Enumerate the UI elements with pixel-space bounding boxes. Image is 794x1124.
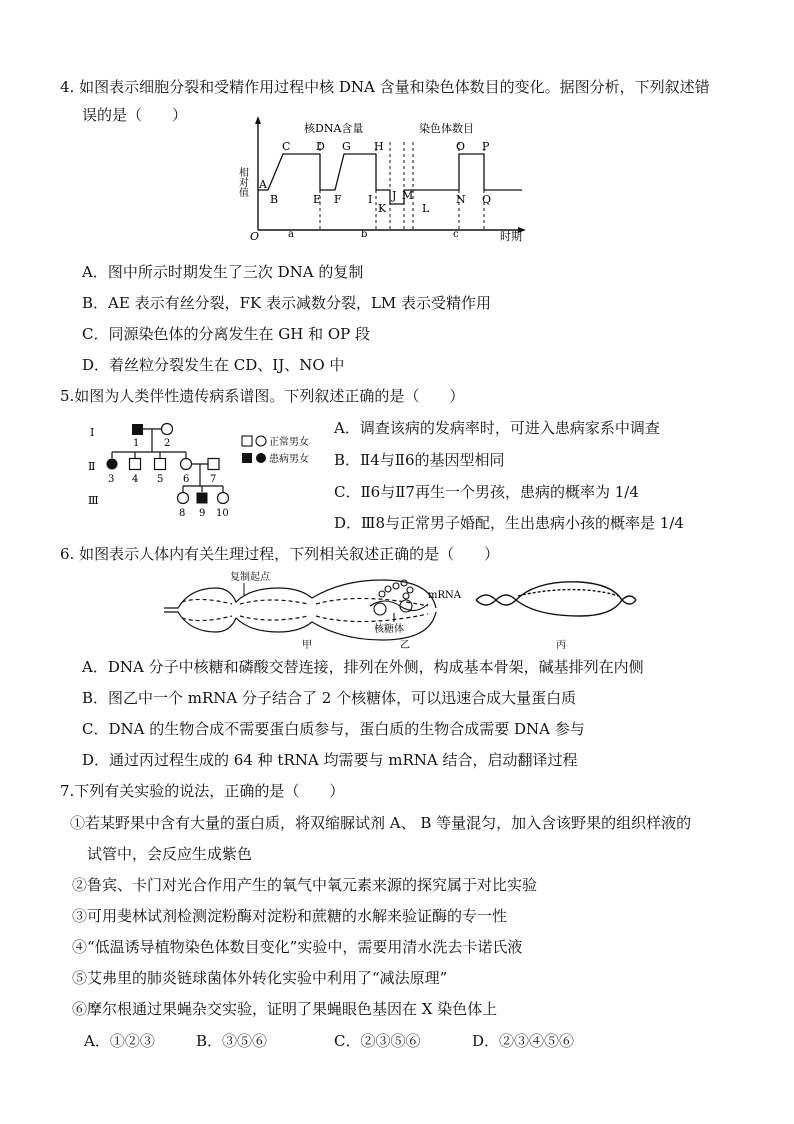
q4-point-h: H [374,140,384,153]
gen-label-1: I [90,426,95,439]
q4-seg-b: b [361,229,368,240]
q4-point-n: N [456,193,466,206]
q4-option-a: A．图中所示时期发生了三次 DNA 的复制 [82,263,364,281]
q4-ylabel: 相对值 [236,167,248,197]
q7-item-3: ③可用斐林试剂检测淀粉酶对淀粉和蔗糖的水解来验证酶的专一性 [72,907,508,925]
q4-seg-a: a [288,229,294,240]
q7-choice-d: D．②③④⑤⑥ [472,1032,575,1050]
q7-item-5: ⑤艾弗里的肺炎链球菌体外转化实验中利用了“减法原理” [72,969,448,987]
q4-point-p: P [482,140,490,153]
q4-point-d: D [316,140,325,153]
q6-option-c: C．DNA 的生物合成不需要蛋白质参与，蛋白质的生物合成需要 DNA 参与 [82,720,585,738]
svg-text:7: 7 [210,474,217,485]
q7-choice-c: C．②③⑤⑥ [334,1032,421,1050]
q5-option-c: C．Ⅱ6与Ⅱ7再生一个男孩，患病的概率为 1/4 [334,483,639,501]
svg-text:9: 9 [199,508,206,519]
gen-label-2: Ⅱ [88,460,96,473]
q6-stem: 6. 如图表示人体内有关生理过程，下列相关叙述正确的是（ ） [60,545,500,563]
q6-panel-bing: 丙 [556,640,566,650]
q4-option-b: B．AE 表示有丝分裂，FK 表示减数分裂，LM 表示受精作用 [82,294,492,312]
q4-point-b: B [270,193,279,206]
legend-affected: 患病男女 [269,454,309,465]
svg-text:6: 6 [183,474,190,485]
q7-item-1-cont: 试管中，会反应生成紫色 [87,845,253,863]
q5-option-d: D．Ⅲ8与正常男子婚配，生出患病小孩的概率是 1/4 [334,514,684,532]
q6-option-d: D．通过丙过程生成的 64 种 tRNA 均需要与 mRNA 结合，启动翻译过程 [82,751,578,769]
q4-origin: O [250,230,260,243]
q6-mrna-label: mRNA [428,590,461,601]
q4-stem-line1: 4. 如图表示细胞分裂和受精作用过程中核 DNA 含量和染色体数目的变化。据图分析，下列叙述错 [60,78,710,96]
gen-label-3: Ⅲ [88,494,99,507]
q6-option-b: B．图乙中一个 mRNA 分子结合了 2 个核糖体，可以迅速合成大量蛋白质 [82,689,577,707]
q4-point-i: I [368,193,373,206]
q4-option-c: C．同源染色体的分离发生在 GH 和 OP 段 [82,325,371,343]
q7-choice-a: A．①②③ [84,1032,155,1050]
q5-option-b: B．Ⅱ4与Ⅱ6的基因型相同 [334,451,505,469]
svg-text:5: 5 [157,474,164,485]
q6-option-a: A．DNA 分子中核糖和磷酸交替连接，排列在外侧，构成基本骨架，碱基排列在内侧 [82,658,644,676]
q7-choice-b: B．③⑤⑥ [196,1032,268,1050]
q5-pedigree-chart [80,416,330,526]
svg-text:2: 2 [164,438,171,449]
q4-point-e: E [313,193,322,206]
q4-point-f: F [334,193,342,206]
q4-point-q: Q [482,193,492,206]
svg-text:8: 8 [179,508,186,519]
q4-title-dna: 核DNA含量 [304,122,364,135]
q4-point-a: A [259,178,267,191]
q7-item-6: ⑥摩尔根通过果蝇杂交实验，证明了果蝇眼色基因在 X 染色体上 [72,1000,498,1018]
svg-text:1: 1 [133,438,140,449]
svg-text:10: 10 [216,508,229,519]
q4-point-j: J [392,189,397,202]
q5-option-a: A．调查该病的发病率时，可进入患病家系中调查 [334,419,660,437]
svg-text:3: 3 [108,474,115,485]
q4-dna-chromosome-graph [230,112,540,247]
q4-option-d: D．着丝粒分裂发生在 CD、IJ、NO 中 [82,356,345,374]
q7-stem: 7.下列有关实验的说法，正确的是（ ） [60,782,345,800]
q4-point-k: K [378,202,387,215]
q6-origin-label: 复制起点 [230,572,270,583]
q6-dna-process-figure [160,566,640,650]
q6-panel-yi: 乙 [400,640,410,650]
q7-item-4: ④“低温诱导植物染色体数目变化”实验中，需要用清水洗去卡诺氏液 [72,938,523,956]
q4-point-l: L [422,202,430,215]
q7-item-2: ②鲁宾、卡门对光合作用产生的氧气中氧元素来源的探究属于对比实验 [72,876,538,894]
q4-seg-c: c [453,229,459,240]
q4-title-chrom: 染色体数目 [419,122,474,135]
svg-text:4: 4 [132,474,139,485]
q4-point-m: M [402,189,414,202]
q4-point-c: C [282,140,291,153]
q4-stem-line2: 误的是（ ） [82,106,188,124]
legend-normal: 正常男女 [269,437,309,448]
q6-ribosome-label: 核糖体 [374,624,404,635]
q4-xlabel: 时期 [500,230,522,243]
q7-item-1: ①若某野果中含有大量的蛋白质，将双缩脲试剂 A、 B 等量混匀，加入含该野果的组织样液的 [70,814,692,832]
q5-stem: 5.如图为人类伴性遗传病系谱图。下列叙述正确的是（ ） [60,387,465,405]
q6-panel-jia: 甲 [302,640,312,650]
q4-point-g: G [342,140,351,153]
q4-point-o: O [456,140,466,153]
